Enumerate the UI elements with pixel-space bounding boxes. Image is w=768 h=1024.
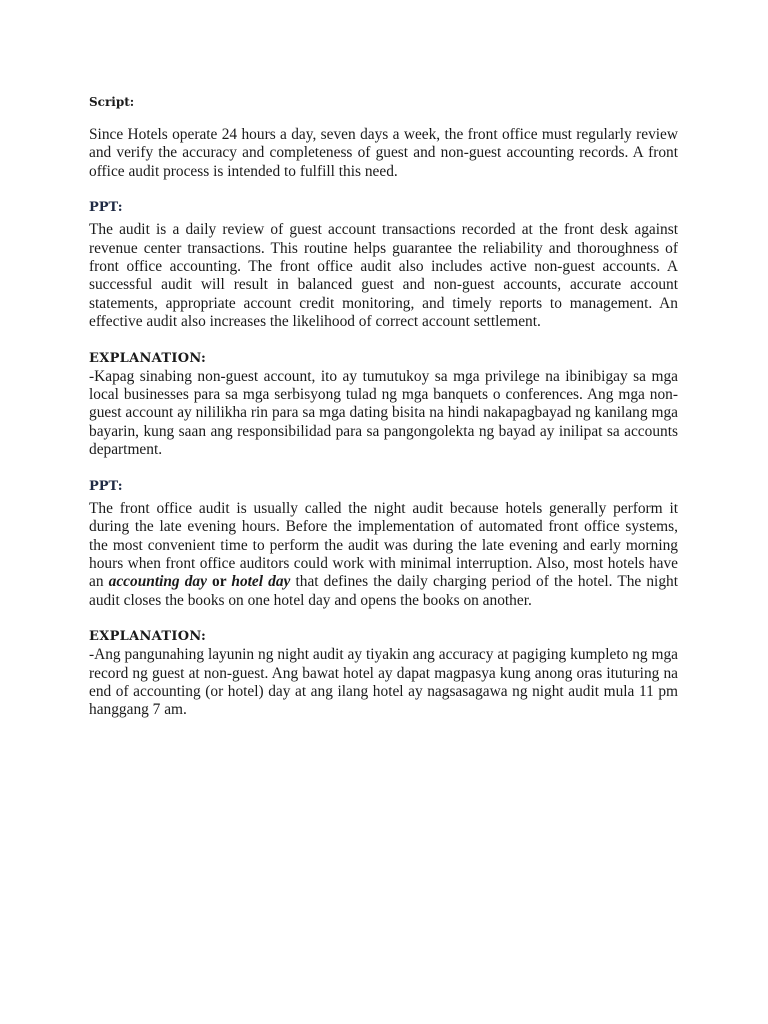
explanation-heading-1: EXPLANATION:	[89, 350, 207, 366]
accounting-day-term: accounting day	[108, 573, 207, 591]
ppt-heading-1: PPT:	[89, 200, 123, 216]
hotel-day-term: hotel day	[231, 573, 291, 591]
ppt-paragraph-2-after: that defines the daily charging period of the hotel. The night audit closes the books on one hotel day and opens the books on another.	[89, 573, 678, 609]
or-word: or	[206, 573, 232, 591]
explanation-paragraph-2: -Ang pangunahing layunin ng night audit ay tiyakin ang accuracy at pagiging kumpleto ng mga record ng guest at non-guest. Ang bawat hotel ay dapat magpasya kung anong oras ituturing na end of accounting (or hotel) day at ang ilang hotel ay nagsasagawa ng night audit mula 11 pm hanggang 7 am.	[89, 646, 678, 719]
ppt-paragraph-1: The audit is a daily review of guest account transactions recorded at the front desk against revenue center transactions. This routine helps guarantee the reliability and thoroughness of front office accounting. The front office audit also includes active non-guest accounts. A successful audit will result in balanced guest and non-guest accounts, accurate account statements, appropriate account credit monitoring, and timely reports to management. An effective audit also increases the likelihood of correct account settlement.	[89, 221, 678, 331]
ppt-heading-2: PPT:	[89, 478, 123, 494]
document-page	[89, 93, 678, 720]
ppt-paragraph-2	[89, 500, 678, 610]
script-heading: Script:	[89, 95, 135, 109]
script-paragraph: Since Hotels operate 24 hours a day, seven days a week, the front office must regularly review and verify the accuracy and completeness of guest and non-guest accounting records. A front office audit process is intended to fulfill this need.	[89, 126, 678, 180]
ppt-paragraph-2-before: The front office audit is usually called the night audit because hotels generally perform it during the late evening hours. Before the implementation of automated front office systems, the most convenient time to perform the audit was during the late evening and early morning hours when front office auditors could work with minimal interruption. Also, most hotels have an	[89, 499, 678, 591]
explanation-heading-2: EXPLANATION:	[89, 629, 207, 645]
explanation-paragraph-1: -Kapag sinabing non-guest account, ito ay tumutukoy sa mga privilege na ibinibigay sa mga local businesses para sa mga serbisyong tulad ng mga banquets o conferences. Ang mga non-guest account ay nililikha rin para sa mga dating bisita na hindi nakapagbayad ng kanilang mga bayarin, kung saan ang responsibilidad para sa pangongolekta ng bayad ay inilipat sa accounts department.	[89, 367, 678, 459]
